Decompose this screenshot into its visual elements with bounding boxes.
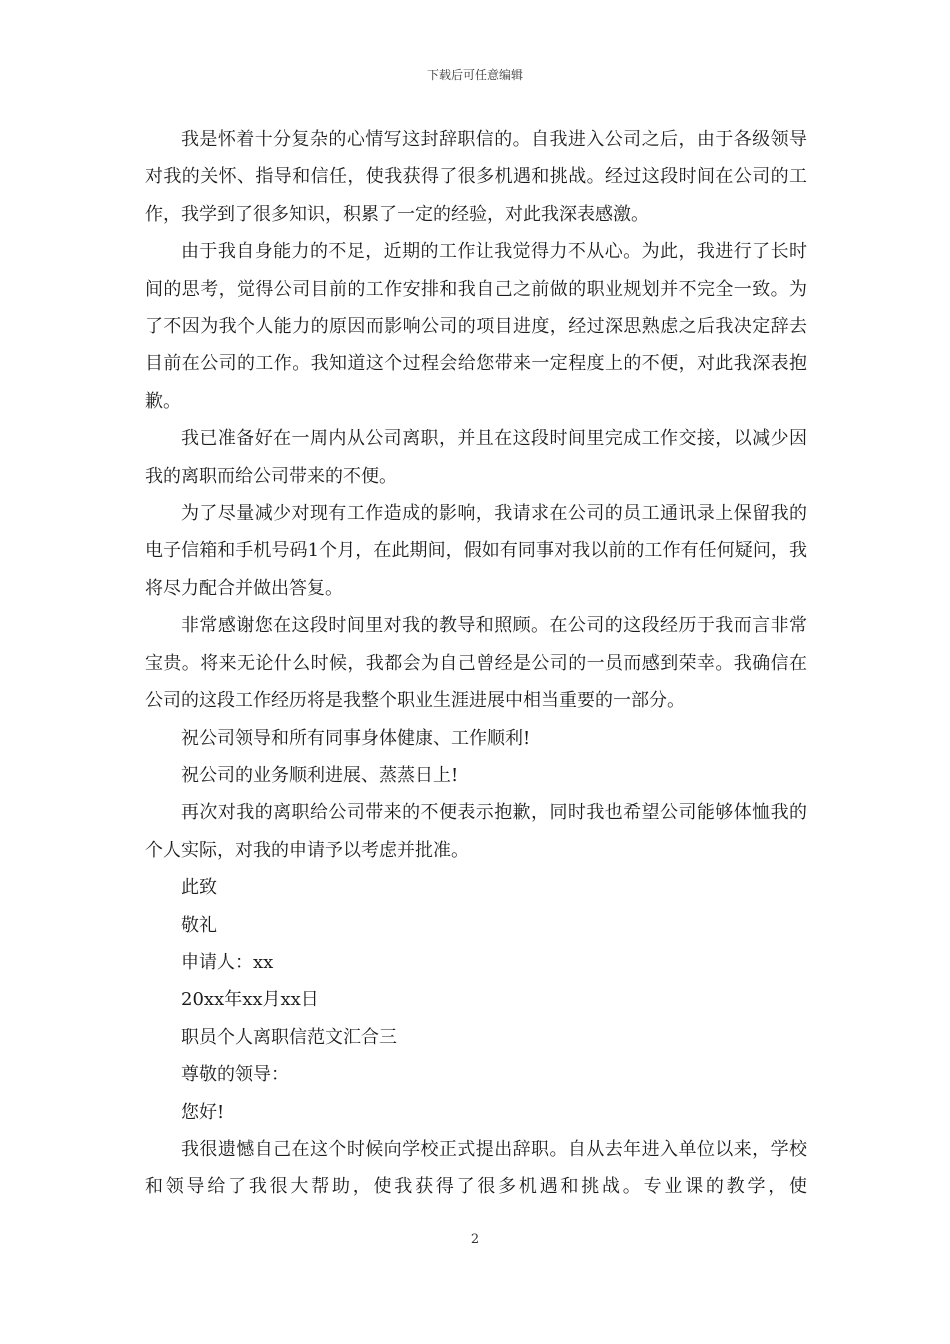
paragraph-4: 为了尽量减少对现有工作造成的影响，我请求在公司的员工通讯录上保留我的电子信箱和手机号码1个月，在此期间，假如有同事对我以前的工作有任何疑问，我将尽力配合并做出答复。 bbox=[145, 503, 807, 599]
paragraph-continued: 我很遗憾自己在这个时候向学校正式提出辞职。自从去年进入单位以来，学校和领导给了我很大帮助，使我获得了很多机遇和挑战。专业课的教学，使 bbox=[145, 1138, 807, 1198]
document-body bbox=[145, 121, 807, 1206]
greeting-hello: 您好! bbox=[181, 1101, 225, 1123]
paragraph-7: 祝公司的业务顺利进展、蒸蒸日上! bbox=[181, 764, 459, 786]
paragraph-1: 我是怀着十分复杂的心情写这封辞职信的。自我进入公司之后，由于各级领导对我的关怀、指导和信任，使我获得了很多机遇和挑战。经过这段时间在公司的工作，我学到了很多知识，积累了一定的经验，对此我深表感激。 bbox=[145, 129, 807, 225]
date-line: 20xx年xx月xx日 bbox=[181, 989, 319, 1011]
section-title: 职员个人离职信范文汇合三 bbox=[181, 1026, 397, 1048]
closing-salutation: 此致 bbox=[181, 877, 217, 899]
paragraph-5: 非常感谢您在这段时间里对我的教导和照顾。在公司的这段经历于我而言非常宝贵。将来无论什么时候，我都会为自己曾经是公司的一员而感到荣幸。我确信在公司的这段工作经历将是我整个职业生涯进展中相当重要的一部分。 bbox=[145, 615, 807, 712]
page-header: 下载后可任意编辑 bbox=[426, 68, 523, 82]
greeting-recipient: 尊敬的领导： bbox=[181, 1064, 289, 1086]
paragraph-2: 由于我自身能力的不足，近期的工作让我觉得力不从心。为此，我进行了长时间的思考，觉得公司目前的工作安排和我自己之前做的职业规划并不完全一致。为了不因为我个人能力的原因而影响公司的项目进度，经过深思熟虑之后我决定辞去目前在公司的工作。我知道这个过程会给您带来一定程度上的不便，对此我深表抱歉。 bbox=[145, 241, 807, 412]
paragraph-6: 祝公司领导和所有同事身体健康、工作顺利! bbox=[181, 727, 531, 749]
page-number: 2 bbox=[470, 1232, 480, 1247]
applicant-line: 申请人：xx bbox=[181, 951, 274, 973]
paragraph-8: 再次对我的离职给公司带来的不便表示抱歉，同时我也希望公司能够体恤我的个人实际，对我的申请予以考虑并批准。 bbox=[145, 802, 807, 861]
paragraph-3: 我已准备好在一周内从公司离职，并且在这段时间里完成工作交接，以减少因我的离职而给公司带来的不便。 bbox=[145, 428, 807, 487]
closing-regards: 敬礼 bbox=[181, 914, 217, 936]
